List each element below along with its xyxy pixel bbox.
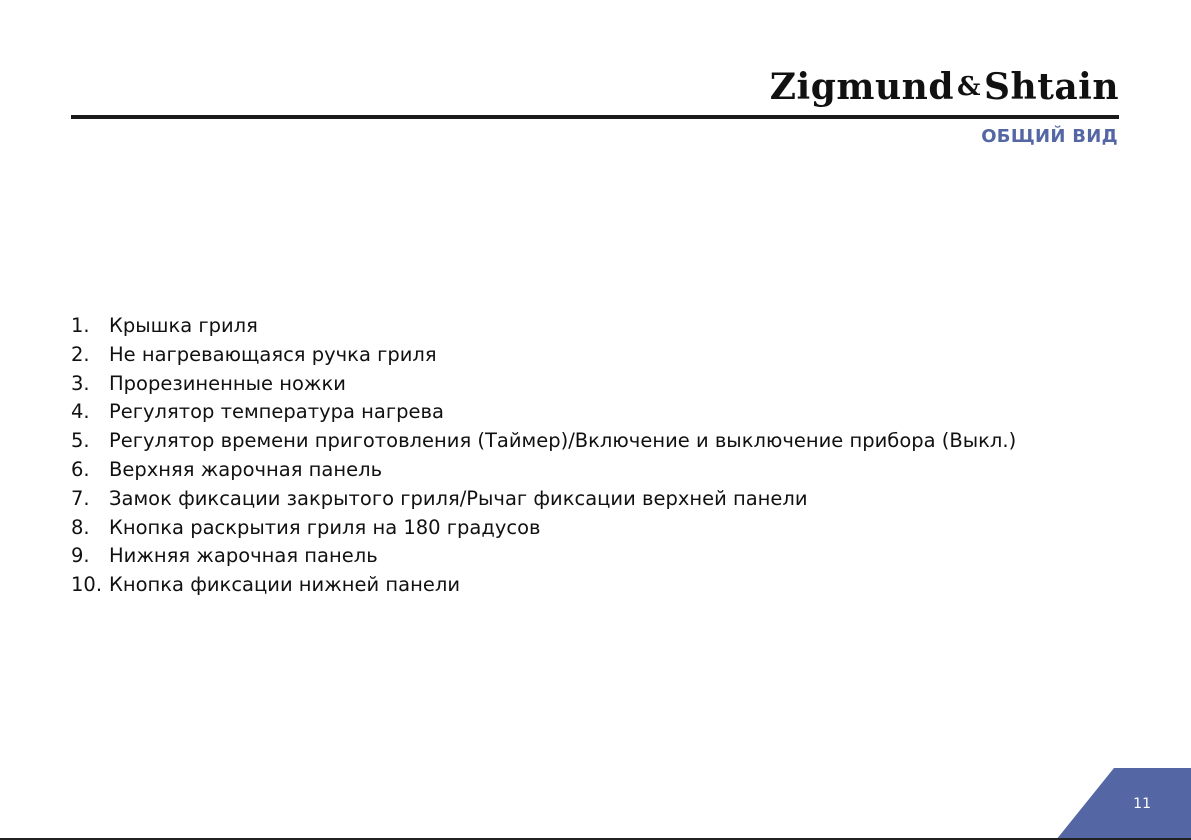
list-item xyxy=(71,571,1016,600)
list-item-text: Нижняя жарочная панель xyxy=(109,544,378,568)
list-item-number: 3. xyxy=(71,371,90,395)
page-number: 11 xyxy=(1133,796,1151,812)
list-item-number: 4. xyxy=(71,400,90,424)
list-item-text: Регулятор времени приготовления (Таймер)/Включение и выключение прибора (Выкл.) xyxy=(109,429,1017,453)
list-item xyxy=(71,341,1016,370)
list-item-text: Крышка гриля xyxy=(109,314,258,337)
list-item xyxy=(71,485,1016,514)
list-item-text: Верхняя жарочная панель xyxy=(109,457,383,481)
list-item-number: 6. xyxy=(71,457,90,481)
page-corner-tab xyxy=(1056,768,1191,840)
list-item-number: 10. xyxy=(71,573,103,597)
list-item xyxy=(71,456,1016,485)
list-item-number: 9. xyxy=(71,544,90,568)
brand-ampersand: & xyxy=(957,72,982,102)
list-item xyxy=(71,312,1016,341)
list-item xyxy=(71,398,1016,427)
header-divider xyxy=(71,115,1119,119)
list-item-number: 1. xyxy=(71,314,90,337)
brand-logo xyxy=(770,66,1119,108)
list-item xyxy=(71,370,1016,399)
list-item-number: 2. xyxy=(71,342,90,366)
section-title: ОБЩИЙ ВИД xyxy=(981,126,1118,147)
parts-list xyxy=(71,312,1016,600)
brand-name-second: Shtain xyxy=(984,66,1119,108)
list-item-number: 8. xyxy=(71,515,90,539)
list-item-number: 7. xyxy=(71,486,90,510)
list-item xyxy=(71,427,1016,456)
list-item-text: Не нагревающаяся ручка гриля xyxy=(109,342,437,366)
list-item-text: Регулятор температура нагрева xyxy=(109,400,444,424)
list-item-text: Прорезиненные ножки xyxy=(109,371,346,395)
list-item xyxy=(71,514,1016,543)
list-item-text: Замок фиксации закрытого гриля/Рычаг фиксации верхней панели xyxy=(109,486,808,510)
list-item-text: Кнопка раскрытия гриля на 180 градусов xyxy=(109,515,541,539)
list-item-number: 5. xyxy=(71,429,90,453)
list-item xyxy=(71,542,1016,571)
list-item-text: Кнопка фиксации нижней панели xyxy=(109,573,460,597)
brand-name-first: Zigmund xyxy=(769,66,955,108)
